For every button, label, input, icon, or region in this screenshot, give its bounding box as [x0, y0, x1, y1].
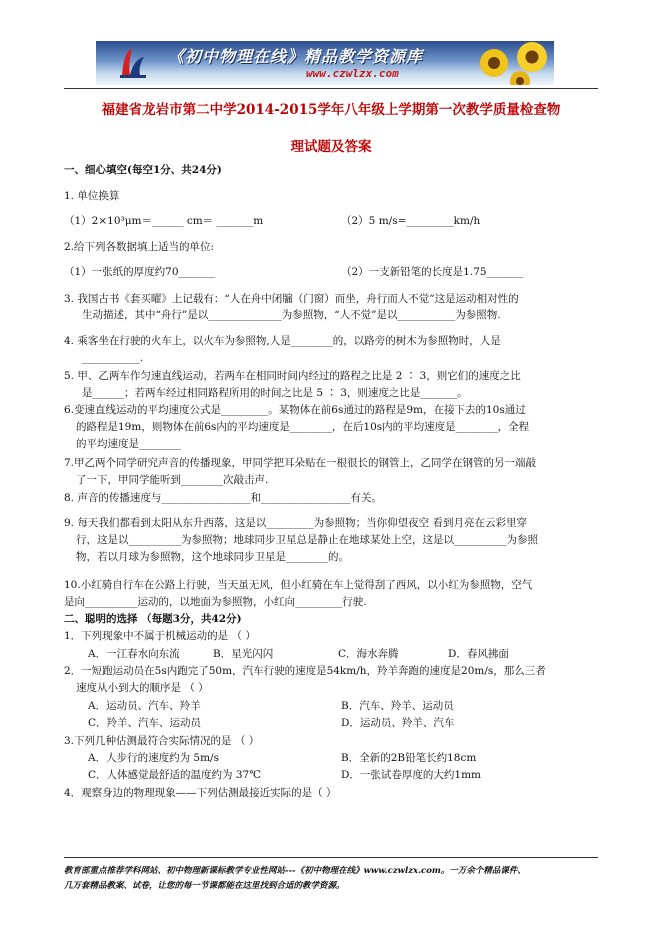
question-line: （2）5 m/s=_________km/h: [341, 215, 481, 227]
question-line: 3. 我国古书《套买曜》上记载有：“人在舟中闭牖（门窗）而坐，舟行而人不觉”这是运动相对性的: [64, 293, 519, 305]
question-line: C．羚羊、汽车、运动员: [88, 717, 202, 729]
question-line: 6.变速直线运动的平均速度公式是_________。某物体在前6s通过的路程是9m，在接下去的10s通过: [64, 404, 526, 416]
question-line: 10.小红骑自行车在公路上行驶，当天虽无风，但小红骑在车上觉得刮了西风，以小红为参照物，空气: [64, 579, 533, 591]
document-title-line1: 福建省龙岩市第二中学2014-2015学年八年级上学期第一次教学质量检查物: [101, 102, 561, 118]
question-line: 2．一短跑运动员在5s内跑完了50m，汽车行驶的速度是54km/h，羚羊奔跑的速度是20m/s，那么三者: [64, 665, 546, 677]
question-line: 5. 甲、乙两车作匀速直线运动，若两车在相同时间内经过的路程之比是 2 ∶ 3，则它们的速度之比: [64, 370, 521, 382]
question-line: 是______；若两车经过相同路程所用的时间之比是 5 ∶ 3，则速度之比是_______。: [82, 387, 468, 399]
question-line: B．全新的2B铅笔长约18cm: [341, 752, 477, 764]
question-line: 3.下列几种估测最符合实际情况的是 （ ）: [64, 735, 260, 747]
banner-title: 《初中物理在线》精品教学资源库: [168, 47, 424, 66]
document-title-line2: 理试题及答案: [290, 139, 372, 155]
question-line: 物，若以月球为参照物，这个地球同步卫星是________的。: [76, 551, 349, 563]
question-line: 是向__________运动的，以地面为参照物，小红向_________行驶.: [64, 596, 367, 608]
question-line: A．人步行的速度约为 5m/s: [88, 752, 219, 764]
footer-line2: 几万套精品教案、试卷，让您的每一节课都能在这里找到合适的教学资源。: [64, 881, 345, 891]
question-line: 行，这是以__________为参照物；地球同步卫星总是静止在地球某处上空，这是以__________为参照: [76, 534, 538, 546]
question-line: 了一下，甲同学能听到________次敲击声.: [76, 474, 269, 486]
question-line: 4. 乘客坐在行驶的火车上，以火车为参照物,人是________的，以路旁的树木为参照物时，人是: [64, 335, 501, 347]
question-line: 8. 声音的传播速度与_________________和_________________有关。: [64, 492, 382, 504]
question-line: C．海水奔腾: [338, 648, 399, 660]
question-line: 速度从小到大的顺序是 （ ）: [76, 682, 209, 694]
banner-url[interactable]: www.czwlzx.com: [306, 67, 399, 80]
section-heading: 二、聪明的选择 （每题3分，共42分): [64, 613, 242, 625]
question-line: （2）一支新铅笔的长度是1.75_______: [341, 266, 524, 278]
question-line: 2.给下列各数据填上适当的单位:: [64, 241, 215, 253]
question-line: 7.甲乙两个同学研究声音的传播现象，甲同学把耳朵贴在一根很长的钢管上，乙同学在钢管的另一端敲: [64, 457, 537, 469]
question-line: D．运动员、羚羊、汽车: [341, 717, 455, 729]
question-line: B．汽车、羚羊、运动员: [341, 700, 454, 712]
question-line: ___________.: [82, 352, 144, 364]
footer-divider: [64, 857, 598, 858]
question-line: D．一张试卷厚度的大约1mm: [341, 769, 482, 781]
question-line: 的路程是19m，则物体在前6s内的平均速度是________，在后10s内的平均速度是________，全程: [76, 421, 530, 433]
footer-line1: 教育部重点推荐学科网站、初中物理新课标教学专业性网站---《初中物理在线》www.czwlzx.com。一万余个精品课件、: [64, 866, 526, 876]
question-line: C．人体感觉最舒适的温度约为 37℃: [88, 769, 261, 781]
question-line: 生动描述，其中“舟行”是以______________为参照物，“人不觉”是以___________为参照物.: [82, 309, 501, 321]
question-line: 9. 每天我们都看到太阳从东升西落，这是以_________为参照物；当你仰望夜空 看到月亮在云彩里穿: [64, 517, 527, 529]
question-line: 1．下列现象中不属于机械运动的是 （ ）: [64, 630, 256, 642]
question-line: （1）2×10³μm＝______ cm＝ _______m: [64, 215, 264, 227]
question-line: D．春风拂面: [448, 648, 509, 660]
logo-icon: [118, 45, 148, 81]
question-line: A．一江春水向东流: [88, 648, 180, 660]
section-heading: 一、细心填空(每空1分、共24分): [64, 164, 222, 176]
question-line: A．运动员、汽车、羚羊: [88, 700, 201, 712]
sunflower-image: [470, 41, 554, 85]
header-banner: [96, 41, 554, 85]
question-line: （1）一张纸的厚度约70_______: [64, 266, 216, 278]
question-line: 1. 单位换算: [64, 190, 120, 202]
header-divider: [64, 88, 598, 89]
question-line: 的平均速度是________: [76, 438, 181, 450]
question-line: B．星光闪闪: [213, 648, 274, 660]
question-line: 4．观察身边的物理现象——下列估测最接近实际的是（ ）: [64, 787, 337, 799]
